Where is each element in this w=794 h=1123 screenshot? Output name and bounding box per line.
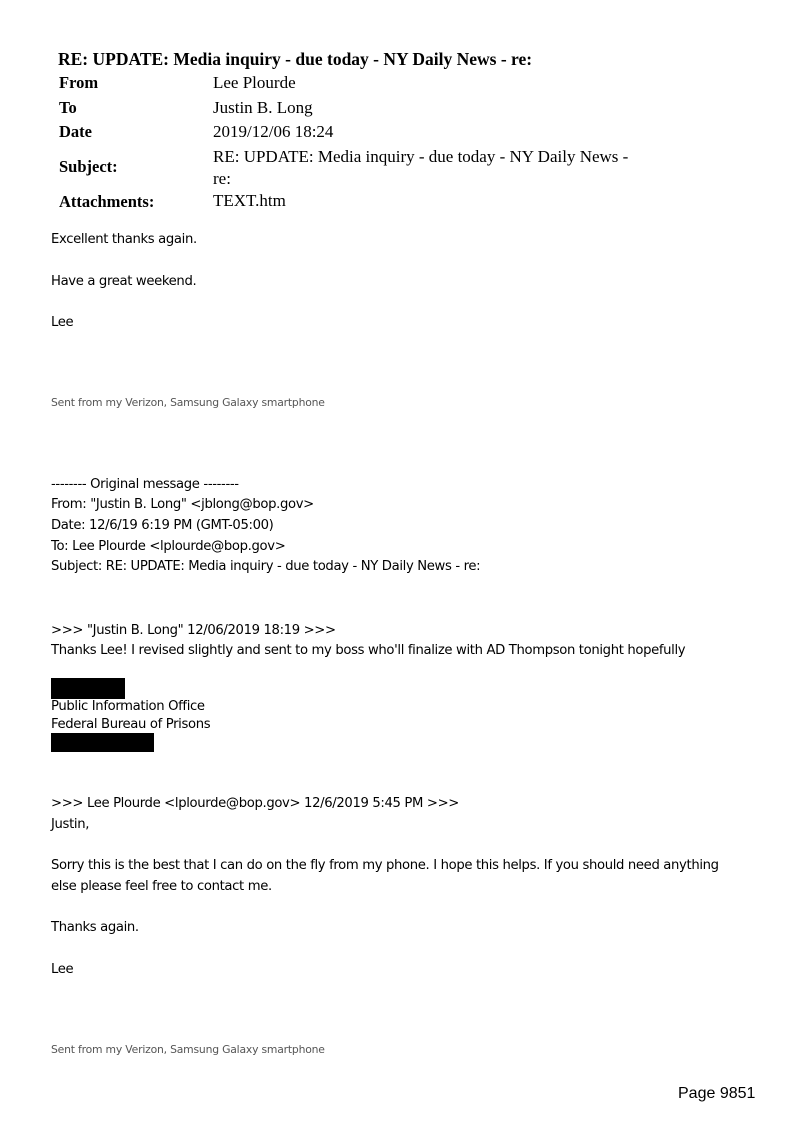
to-label: To (59, 98, 77, 117)
original-date: Date: 12/6/19 6:19 PM (GMT-05:00) (51, 518, 274, 533)
page-number: Page 9851 (678, 1085, 756, 1102)
quote1-sig-office: Public Information Office (51, 699, 205, 714)
original-from: From: "Justin B. Long" <jblong@bop.gov> (51, 497, 314, 512)
date-value: 2019/12/06 18:24 (213, 122, 334, 141)
quote2-sent-from: Sent from my Verizon, Samsung Galaxy smartphone (51, 1043, 325, 1056)
quote2-signoff: Lee (51, 962, 74, 977)
reply-sent-from: Sent from my Verizon, Samsung Galaxy smartphone (51, 396, 325, 409)
original-to: To: Lee Plourde <lplourde@bop.gov> (51, 539, 286, 554)
quote1-header: >>> "Justin B. Long" 12/06/2019 18:19 >>> (51, 623, 336, 638)
quote1-body: Thanks Lee! I revised slightly and sent to my boss who'll finalize with AD Thompson tonight hopefully (51, 643, 686, 658)
reply-line-2: Have a great weekend. (51, 274, 197, 289)
quote2-thanks: Thanks again. (51, 920, 139, 935)
to-value: Justin B. Long (213, 98, 313, 117)
attachments-value: TEXT.htm (213, 191, 286, 210)
email-title: RE: UPDATE: Media inquiry - due today - NY Daily News - re: (58, 49, 533, 69)
quote2-greeting: Justin, (51, 817, 90, 832)
subject-value-line2: re: (213, 169, 231, 188)
from-value: Lee Plourde (213, 73, 296, 92)
quote2-header: >>> Lee Plourde <lplourde@bop.gov> 12/6/2019 5:45 PM >>> (51, 796, 459, 811)
redaction-box-contact (51, 733, 154, 752)
redaction-box-name (51, 678, 125, 699)
quote2-body-line1: Sorry this is the best that I can do on the fly from my phone. I hope this helps. If you should need anything (51, 858, 719, 873)
attachments-label: Attachments: (59, 192, 155, 211)
original-subject: Subject: RE: UPDATE: Media inquiry - due today - NY Daily News - re: (51, 559, 481, 574)
quote2-body-line2: else please feel free to contact me. (51, 879, 272, 894)
from-label: From (59, 73, 99, 92)
subject-label: Subject: (59, 157, 118, 176)
reply-signoff: Lee (51, 315, 74, 330)
quote1-sig-agency: Federal Bureau of Prisons (51, 717, 211, 732)
subject-value-line1: RE: UPDATE: Media inquiry - due today - NY Daily News - (213, 147, 629, 166)
date-label: Date (59, 122, 92, 141)
reply-line-1: Excellent thanks again. (51, 232, 197, 247)
original-separator: -------- Original message -------- (51, 477, 239, 492)
